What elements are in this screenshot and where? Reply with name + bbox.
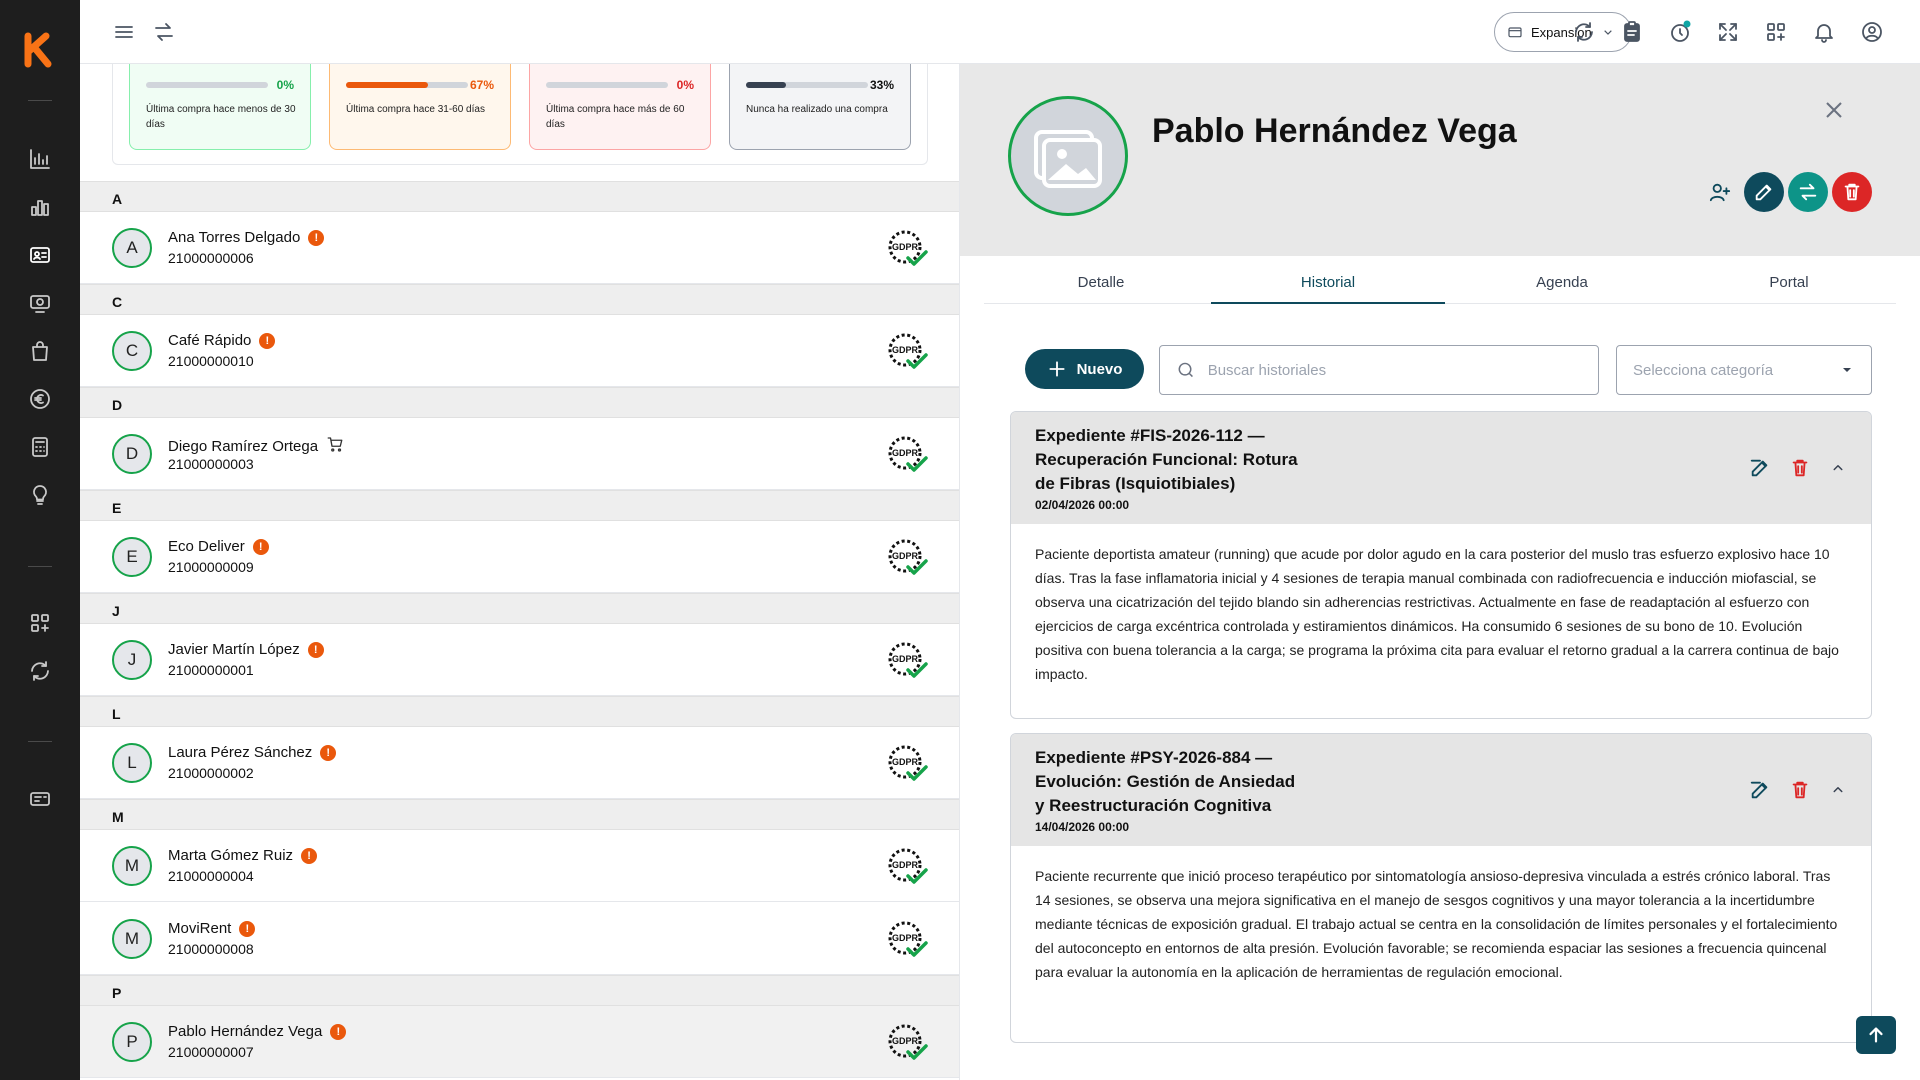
avatar: J [112,640,152,680]
warning-icon: ! [330,1024,346,1040]
stat-fill [746,82,786,88]
contact-phone: 21000000010 [168,353,254,369]
chevron-up-icon[interactable] [1829,457,1847,479]
gdpr-check-icon[interactable] [886,846,928,888]
history-search [1159,345,1599,395]
plus-icon [1047,359,1067,379]
avatar: M [112,846,152,886]
gdpr-check-icon[interactable] [886,1022,928,1064]
menu-icon[interactable] [112,20,136,44]
monitor-icon[interactable] [26,289,54,317]
gdpr-check-icon[interactable] [886,228,928,270]
add-user-button[interactable] [1700,172,1740,212]
warning-icon: ! [320,745,336,761]
letter-header: E [80,490,960,521]
tab-detalle[interactable]: Detalle [1077,274,1125,291]
trash-icon[interactable] [1789,779,1811,801]
edit-icon[interactable] [1749,779,1771,801]
contact-phone: 21000000007 [168,1044,254,1060]
warning-icon: ! [308,230,324,246]
stat-fill [346,82,428,88]
sidebar-divider [28,741,52,742]
history-card [1010,733,1872,1043]
gdpr-check-icon[interactable] [886,537,928,579]
clipboard-icon[interactable] [1620,20,1644,44]
contact-phone: 21000000004 [168,868,254,884]
workspace-label: Expansion [1531,24,1592,40]
stat-card-old[interactable] [529,64,711,150]
gdpr-check-icon[interactable] [886,434,928,476]
scroll-to-top-button[interactable] [1856,1016,1896,1054]
svg-text:GDPR: GDPR [891,242,919,252]
apps-icon[interactable] [1764,20,1788,44]
contact-row-selected[interactable] [80,1006,960,1078]
stat-label: Última compra hace menos de 30 días [146,104,296,130]
stat-percent: 0% [676,78,694,92]
letter-header: P [80,975,960,1006]
sync-icon[interactable] [26,657,54,685]
svg-text:GDPR: GDPR [891,551,919,561]
contact-row[interactable] [80,212,960,284]
lightbulb-icon[interactable] [26,481,54,509]
bar-chart-icon[interactable] [26,193,54,221]
contact-name: Laura Pérez Sánchez [168,744,313,761]
chevron-up-icon[interactable] [1829,779,1847,801]
svg-text:GDPR: GDPR [891,933,919,943]
contact-row[interactable] [80,727,960,799]
caret-down-icon [1839,362,1855,378]
transfer-button[interactable] [1788,172,1828,212]
warning-icon: ! [308,642,324,658]
warning-icon: ! [259,333,275,349]
tab-historial[interactable]: Historial [1211,264,1445,304]
arrow-up-icon [1865,1024,1887,1046]
detail-tabs [984,264,1896,304]
history-card-body: Paciente recurrente que inició proceso terapéutico por sintomatología ansioso-depresiva vinculada a estrés crónico laboral. Tras 14 sesiones, se observa una mejora significativa en el manejo de sesgos cognitivos y una mayor tolerancia a la incertidumbre mediante técnicas de exposición gradual. El trabajo actual se centra en la consolidación de límites personales y el fortalecimiento del autoconcepto en entornos de alta presión. Evolución favorable; se recomienda espaciar las sesiones a frecuencia quincenal para evaluar la autonomía en la aplicación de herramientas de regulación emocional. [1035,868,1838,980]
history-card-title: Expediente #FIS-2026-112 — Recuperación Funcional: Rotura de Fibras (Isquiotibiales) [1035,426,1298,493]
avatar: L [112,743,152,783]
history-card [1010,411,1872,719]
contact-phone: 21000000003 [168,456,254,472]
contact-row[interactable] [80,624,960,696]
svg-text:GDPR: GDPR [891,345,919,355]
category-placeholder: Selecciona categoría [1633,361,1774,379]
gdpr-check-icon[interactable] [886,743,928,785]
svg-text:GDPR: GDPR [891,448,919,458]
letter-header: M [80,799,960,830]
transfer-icon[interactable] [152,20,176,44]
svg-text:GDPR: GDPR [891,1036,919,1046]
search-input[interactable] [1208,362,1582,379]
warning-icon: ! [301,848,317,864]
shopping-bag-icon[interactable] [26,337,54,365]
stat-bar [346,82,468,88]
contacts-panel [80,64,960,1080]
contact-name: Javier Martín López [168,641,300,658]
contacts-card-icon[interactable] [26,241,54,269]
stat-percent: 0% [276,78,294,92]
history-card-title: Expediente #PSY-2026-884 — Evolución: Gestión de Ansiedad y Reestructuración Cognitiva [1035,748,1296,815]
contact-row[interactable] [80,418,960,490]
detail-header [960,64,1920,256]
contact-phone: 21000000006 [168,250,254,266]
contact-title: Pablo Hernández Vega [1152,112,1517,150]
tab-portal[interactable]: Portal [1769,274,1809,291]
contact-name: Eco Deliver [168,538,245,555]
history-card-header[interactable] [1011,412,1871,524]
app-logo[interactable] [20,30,60,70]
new-record-label: Nuevo [1076,360,1123,378]
letter-header: D [80,387,960,418]
calculator-icon[interactable] [26,433,54,461]
topbar [80,0,1920,64]
stat-label: Última compra hace 31-60 días [346,104,485,115]
wallet-icon [1507,24,1523,40]
contact-row[interactable] [80,903,960,975]
ticket-icon[interactable] [26,785,54,813]
purchase-stats [112,64,928,165]
chevron-down-icon [1600,24,1616,40]
gdpr-check-icon[interactable] [886,331,928,373]
stat-card-recent[interactable] [129,64,311,150]
sidebar [0,0,80,1080]
fullscreen-icon[interactable] [1716,20,1740,44]
stat-bar [546,82,668,88]
contact-phone: 21000000009 [168,559,254,575]
tab-agenda[interactable]: Agenda [1536,274,1588,291]
letter-header: C [80,284,960,315]
contact-row[interactable] [80,315,960,387]
new-record-button[interactable] [1025,349,1144,389]
history-card-header[interactable] [1011,734,1871,846]
apps-add-icon[interactable] [26,609,54,637]
contact-row[interactable] [80,521,960,593]
contact-name: Marta Gómez Ruiz [168,847,294,864]
svg-text:GDPR: GDPR [891,654,919,664]
close-icon[interactable] [1820,96,1848,124]
avatar: P [112,1022,152,1062]
stat-bar [146,82,268,88]
contact-phone: 21000000008 [168,941,254,957]
delete-button[interactable] [1832,172,1872,212]
trash-icon[interactable] [1789,457,1811,479]
edit-icon[interactable] [1749,457,1771,479]
stat-label: Última compra hace más de 60 días [546,104,685,130]
user-icon[interactable] [1860,20,1884,44]
stat-card-never[interactable] [729,64,911,150]
avatar: M [112,919,152,959]
letter-header: J [80,593,960,624]
timer-icon[interactable] [1668,20,1692,44]
warning-icon: ! [239,921,255,937]
stat-percent: 67% [469,78,494,92]
bell-icon[interactable] [1812,20,1836,44]
warning-icon: ! [253,539,269,555]
contact-name: Diego Ramírez Ortega [168,437,319,455]
image-placeholder-icon [1028,116,1108,196]
stat-card-mid[interactable] [329,64,511,150]
history-card-date: 02/04/2026 00:00 [1035,498,1130,512]
avatar: A [112,228,152,268]
contact-phone: 21000000001 [168,662,254,678]
sidebar-divider [28,100,52,101]
letter-header: L [80,696,960,727]
svg-text:GDPR: GDPR [891,860,919,870]
sidebar-divider [28,566,52,567]
avatar: D [112,434,152,474]
search-icon [1176,360,1196,380]
letter-header: A [80,181,960,212]
category-select[interactable] [1616,345,1872,395]
history-card-body: Paciente deportista amateur (running) que acude por dolor agudo en la cara posterior del muslo tras esfuerzo explosivo hace 10 días. Tras la fase inflamatoria inicial y 4 sesiones de terapia manual combinada con radiofrecuencia e inducción miofascial, se observa una cicatrización del tejido blando sin adherencias restrictivas. Actualmente en fase de readaptación al esfuerzo con ejercicios de carga excéntrica controlada y estiramientos dinámicos. Ha consumido 6 sesiones de su bono de 10. Evolución positiva con buena tolerancia a la carga; se programa la próxima cita para evaluar el retorno gradual a la carrera continua de bajo impacto. [1035,546,1839,682]
contact-phone: 21000000002 [168,765,254,781]
edit-button[interactable] [1744,172,1784,212]
history-card-date: 14/04/2026 00:00 [1035,820,1130,834]
svg-text:GDPR: GDPR [891,757,919,767]
profile-photo[interactable] [1008,96,1128,216]
contact-name: Café Rápido [168,332,252,349]
stat-bar [746,82,868,88]
workspace-selector[interactable] [1494,12,1632,52]
contact-detail-panel [960,64,1920,1080]
contact-name: Pablo Hernández Vega [168,1023,323,1040]
analytics-icon[interactable] [26,145,54,173]
gdpr-check-icon[interactable] [886,640,928,682]
stat-label: Nunca ha realizado una compra [746,104,888,115]
gdpr-check-icon[interactable] [886,919,928,961]
contact-name: MoviRent [168,920,232,937]
stat-percent: 33% [869,78,894,92]
cart-icon [326,435,344,457]
avatar: C [112,331,152,371]
contact-name: Ana Torres Delgado [168,229,301,246]
avatar: E [112,537,152,577]
refresh-icon[interactable] [1572,20,1596,44]
contact-row[interactable] [80,830,960,902]
euro-icon[interactable] [26,385,54,413]
